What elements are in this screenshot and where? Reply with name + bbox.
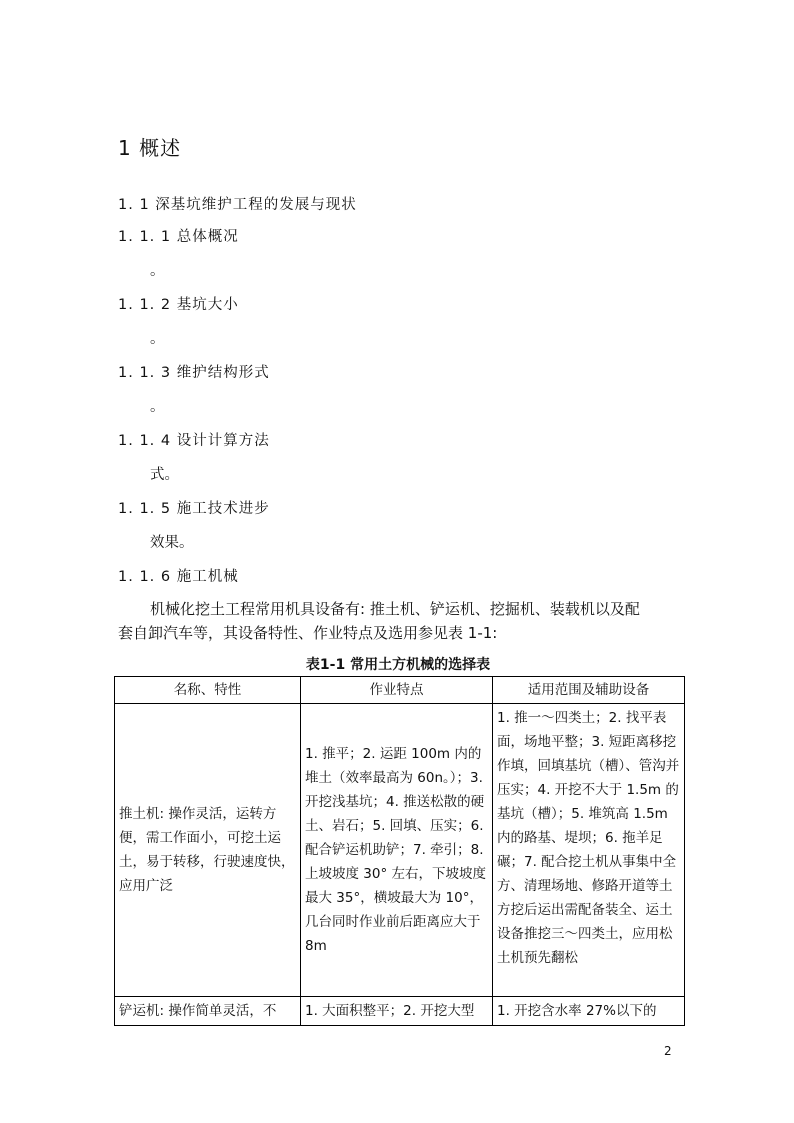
machinery-table xyxy=(114,676,685,1026)
table-cell-name: 推土机: 操作灵活，运转方便，需工作面小，可挖土运土，易于转移，行驶速度快，应用广泛 xyxy=(115,704,301,997)
table-header-cell: 适用范围及辅助设备 xyxy=(493,677,685,704)
section-heading-1-1-6: 1. 1. 6 施工机械 xyxy=(118,569,239,585)
table-caption: 表1-1 常用土方机械的选择表 xyxy=(305,657,491,673)
section-text-1-1-1: 。 xyxy=(150,263,165,279)
page-number: 2 xyxy=(664,1044,672,1058)
section-heading-1-1-3: 1. 1. 3 维护结构形式 xyxy=(118,365,270,381)
table-header-cell: 名称、特性 xyxy=(115,677,301,704)
section-heading-1-1-1: 1. 1. 1 总体概况 xyxy=(118,229,239,245)
section-heading-1-1-2: 1. 1. 2 基坑大小 xyxy=(118,297,239,313)
table-cell-scope-text: 1. 开挖含水率 27%以下的 xyxy=(497,1003,657,1019)
section-heading-1-1-4: 1. 1. 4 设计计算方法 xyxy=(118,433,270,449)
table-header-cell: 作业特点 xyxy=(301,677,493,704)
section-text-1-1-5: 效果。 xyxy=(150,535,194,551)
table-cell-scope: 1. 推一～四类土；2. 找平表面，场地平整；3. 短距离移挖作填，回填基坑（槽）、管沟并压实；4. 开挖不大于 1.5m 的基坑（槽）；5. 堆筑高 1.5m 内的路基、堤坝；6. 拖羊足碾；7. 配合挖土机从事集中全方、清理场地、修路开道等土方挖后运出需配备装全、运土设备推挖三～四类土，应用松土机预先翻松 xyxy=(493,704,685,997)
body-paragraph xyxy=(118,597,688,645)
table-cell-scope xyxy=(493,997,685,1026)
table-cell-features: 1. 推平；2. 运距 100m 内的堆土（效率最高为 60n。）；3. 开挖浅基坑；4. 推送松散的硬土、岩石；5. 回填、压实；6. 配合铲运机助铲；7. 牵引；8. 上坡坡度 30° 左右，下坡坡度最大 35°，横坡最大为 10°，几台同时作业前后距离应大于 8m xyxy=(301,704,493,997)
table-row xyxy=(115,997,685,1026)
table-cell-name xyxy=(115,997,301,1026)
paragraph-line-1: 机械化挖土工程常用机具设备有: 推土机、铲运机、挖掘机、装载机以及配 xyxy=(150,600,640,618)
table-cell-features xyxy=(301,997,493,1026)
section-text-1-1-2: 。 xyxy=(150,331,165,347)
section-heading-1-1: 1. 1 深基坑维护工程的发展与现状 xyxy=(118,197,357,213)
table-row xyxy=(115,704,685,997)
chapter-title: 1 概述 xyxy=(118,136,182,160)
table-cell-features-text: 1. 大面积整平；2. 开挖大型 xyxy=(305,1003,475,1019)
paragraph-line-2: 套自卸汽车等，其设备特性、作业特点及选用参见表 1-1: xyxy=(118,624,498,642)
section-text-1-1-4: 式。 xyxy=(150,467,179,483)
table-header-row xyxy=(115,677,685,704)
section-text-1-1-3: 。 xyxy=(150,399,165,415)
table-cell-name-text: 铲运机: 操作简单灵活，不 xyxy=(119,1003,277,1019)
section-heading-1-1-5: 1. 1. 5 施工技术进步 xyxy=(118,501,270,517)
